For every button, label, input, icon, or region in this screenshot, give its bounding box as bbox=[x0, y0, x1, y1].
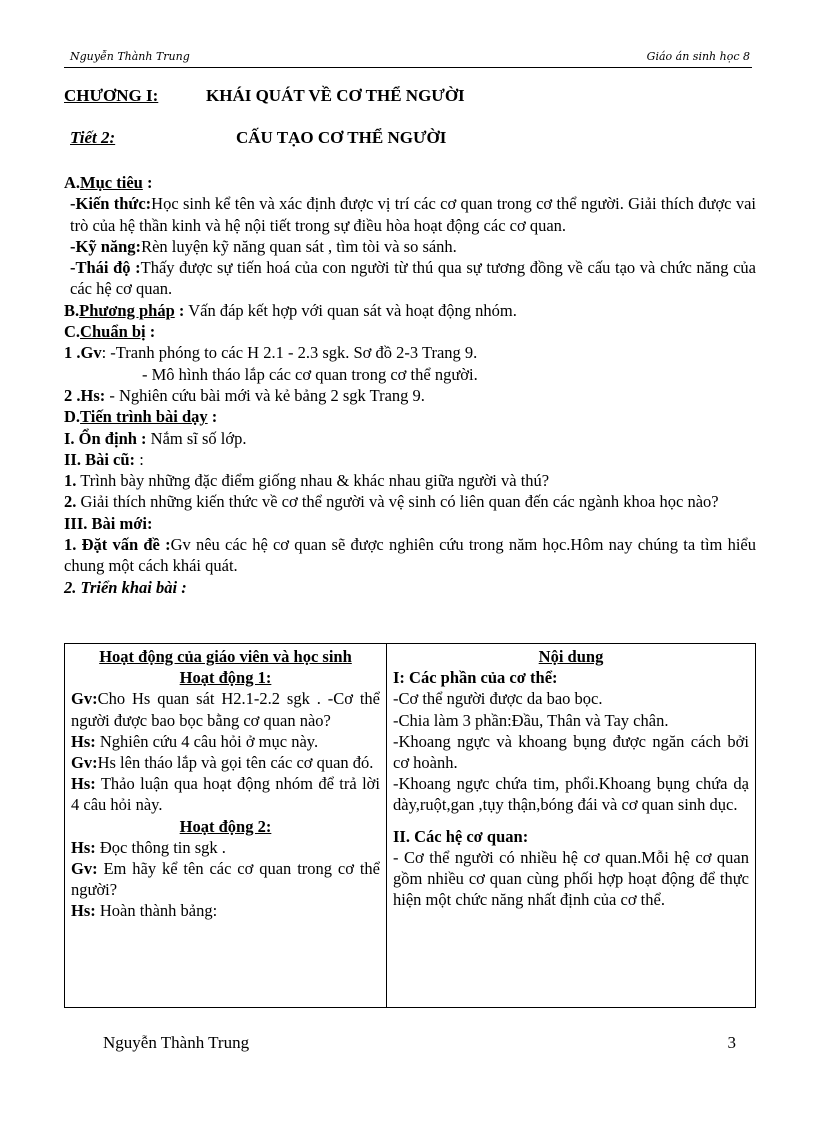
col2-header: Nội dung bbox=[538, 647, 604, 666]
new-lesson-heading: III. Bài mới: bbox=[64, 513, 153, 533]
objectives-heading: A.Mục tiêu : bbox=[64, 173, 153, 192]
activity-1-hs-2: Hs: Thảo luận qua hoạt động nhóm để trả lời 4 câu hỏi này. bbox=[71, 774, 380, 815]
activity-1-title: Hoạt động 1: bbox=[179, 668, 272, 688]
chapter-label: CHƯƠNG I: bbox=[64, 86, 159, 105]
activity-1-gv-1: Gv:Cho Hs quan sát H2.1-2.2 sgk . -Cơ thể người được bao bọc bằng cơ quan nào? bbox=[71, 689, 380, 730]
attitude-objective: -Thái độ :Thấy được sự tiến hoá của con người từ thú qua sự tương đồng về cấu tạo và chức năng của các hệ cơ quan. bbox=[70, 258, 756, 299]
spacer bbox=[393, 816, 749, 826]
lesson-title: CẤU TẠO CƠ THỂ NGƯỜI bbox=[236, 128, 447, 147]
activity-2-hs-2: Hs: Hoàn thành bảng: bbox=[71, 901, 218, 921]
preparation-student: 2 .Hs: - Nghiên cứu bài mới và kẻ bảng 2 sgk Trang 9. bbox=[64, 385, 425, 405]
header-author: Nguyễn Thành Trung bbox=[70, 50, 190, 63]
activity-2-hs-1: Hs: Đọc thông tin sgk . bbox=[71, 837, 226, 857]
lesson-heading bbox=[70, 128, 447, 148]
lesson-body bbox=[64, 172, 756, 598]
review-heading: II. Bài cũ: : bbox=[64, 449, 144, 469]
footer-author: Nguyễn Thành Trung bbox=[103, 1033, 250, 1052]
preparation-teacher: 1 .Gv: -Tranh phóng to các H 2.1 - 2.3 sgk. Sơ đồ 2-3 Trang 9. bbox=[64, 343, 478, 363]
preparation-heading: C.Chuẩn bị : bbox=[64, 322, 156, 342]
content-column bbox=[387, 644, 756, 1008]
activity-1-gv-2: Gv:Hs lên tháo lắp và gọi tên các cơ quan đó. bbox=[71, 753, 374, 773]
section-2-title: II. Các hệ cơ quan: bbox=[393, 826, 529, 846]
section-1-line-2: -Chia làm 3 phần:Đầu, Thân và Tay chân. bbox=[393, 710, 669, 730]
page-number: 3 bbox=[727, 1033, 736, 1052]
section-1-line-1: -Cơ thể người được da bao bọc. bbox=[393, 689, 603, 709]
header-rule bbox=[64, 67, 752, 68]
section-1-title: I: Các phần của cơ thể: bbox=[393, 668, 558, 688]
section-1-line-4: -Khoang ngực chứa tim, phổi.Khoang bụng chứa dạ dày,ruột,gan ,tụy thận,bóng đái và cơ quan sinh dục. bbox=[393, 774, 749, 815]
activity-1-hs-1: Hs: Nghiên cứu 4 câu hỏi ở mục này. bbox=[71, 731, 319, 751]
skill-objective: -Kỹ năng:Rèn luyện kỹ năng quan sát , tìm tòi và so sánh. bbox=[70, 236, 457, 256]
chapter-title: KHÁI QUÁT VỀ CƠ THỂ NGƯỜI bbox=[206, 86, 465, 105]
preparation-teacher-model: - Mô hình tháo lắp các cơ quan trong cơ thể người. bbox=[142, 364, 478, 384]
stabilize-step: I. Ổn định : Nắm sĩ số lớp. bbox=[64, 428, 247, 448]
lesson-label: Tiết 2: bbox=[70, 128, 116, 147]
knowledge-objective: -Kiến thức:Học sinh kể tên và xác định được vị trí các cơ quan trong cơ thể người. Giải thích được vai trò của hệ thần kinh và hệ nội tiết trong sự điều hòa hoạt động các cơ quan. bbox=[70, 194, 757, 235]
review-question-1: 1. Trình bày những đặc điểm giống nhau & khác nhau giữa người và thú? bbox=[64, 471, 550, 491]
review-question-2: 2. Giải thích những kiến thức về cơ thể người và vệ sinh có liên quan đến các ngành khoa học nào? bbox=[64, 492, 719, 512]
problem-statement: 1. Đặt vấn đề :Gv nêu các hệ cơ quan sẽ được nghiên cứu trong năm học.Hôm nay chúng ta tìm hiểu chung một cách khái quát. bbox=[64, 535, 756, 576]
chapter-heading bbox=[64, 86, 465, 106]
section-1-line-3: -Khoang ngực và khoang bụng được ngăn cách bởi cơ hoành. bbox=[393, 731, 749, 773]
method-section: B.Phương pháp : Vấn đáp kết hợp với quan sát và hoạt động nhóm. bbox=[64, 300, 517, 320]
activity-2-title: Hoạt động 2: bbox=[179, 816, 272, 836]
section-2-text: - Cơ thể người có nhiều hệ cơ quan.Mỗi hệ cơ quan gồm nhiều cơ quan cùng phối hợp hoạt động để thực hiện một chức năng nhất định của cơ thể. bbox=[393, 847, 749, 910]
col1-header: Hoạt động của giáo viên và học sinh bbox=[99, 647, 352, 666]
header-subject: Giáo án sinh học 8 bbox=[646, 50, 750, 63]
teacher-student-column bbox=[65, 644, 387, 1008]
activity-table bbox=[64, 643, 756, 1008]
process-heading: D.Tiến trình bài dạy : bbox=[64, 407, 218, 427]
deploy-heading: 2. Triển khai bài : bbox=[64, 577, 187, 597]
activity-2-gv-1: Gv: Em hãy kể tên các cơ quan trong cơ thể người? bbox=[71, 859, 380, 900]
